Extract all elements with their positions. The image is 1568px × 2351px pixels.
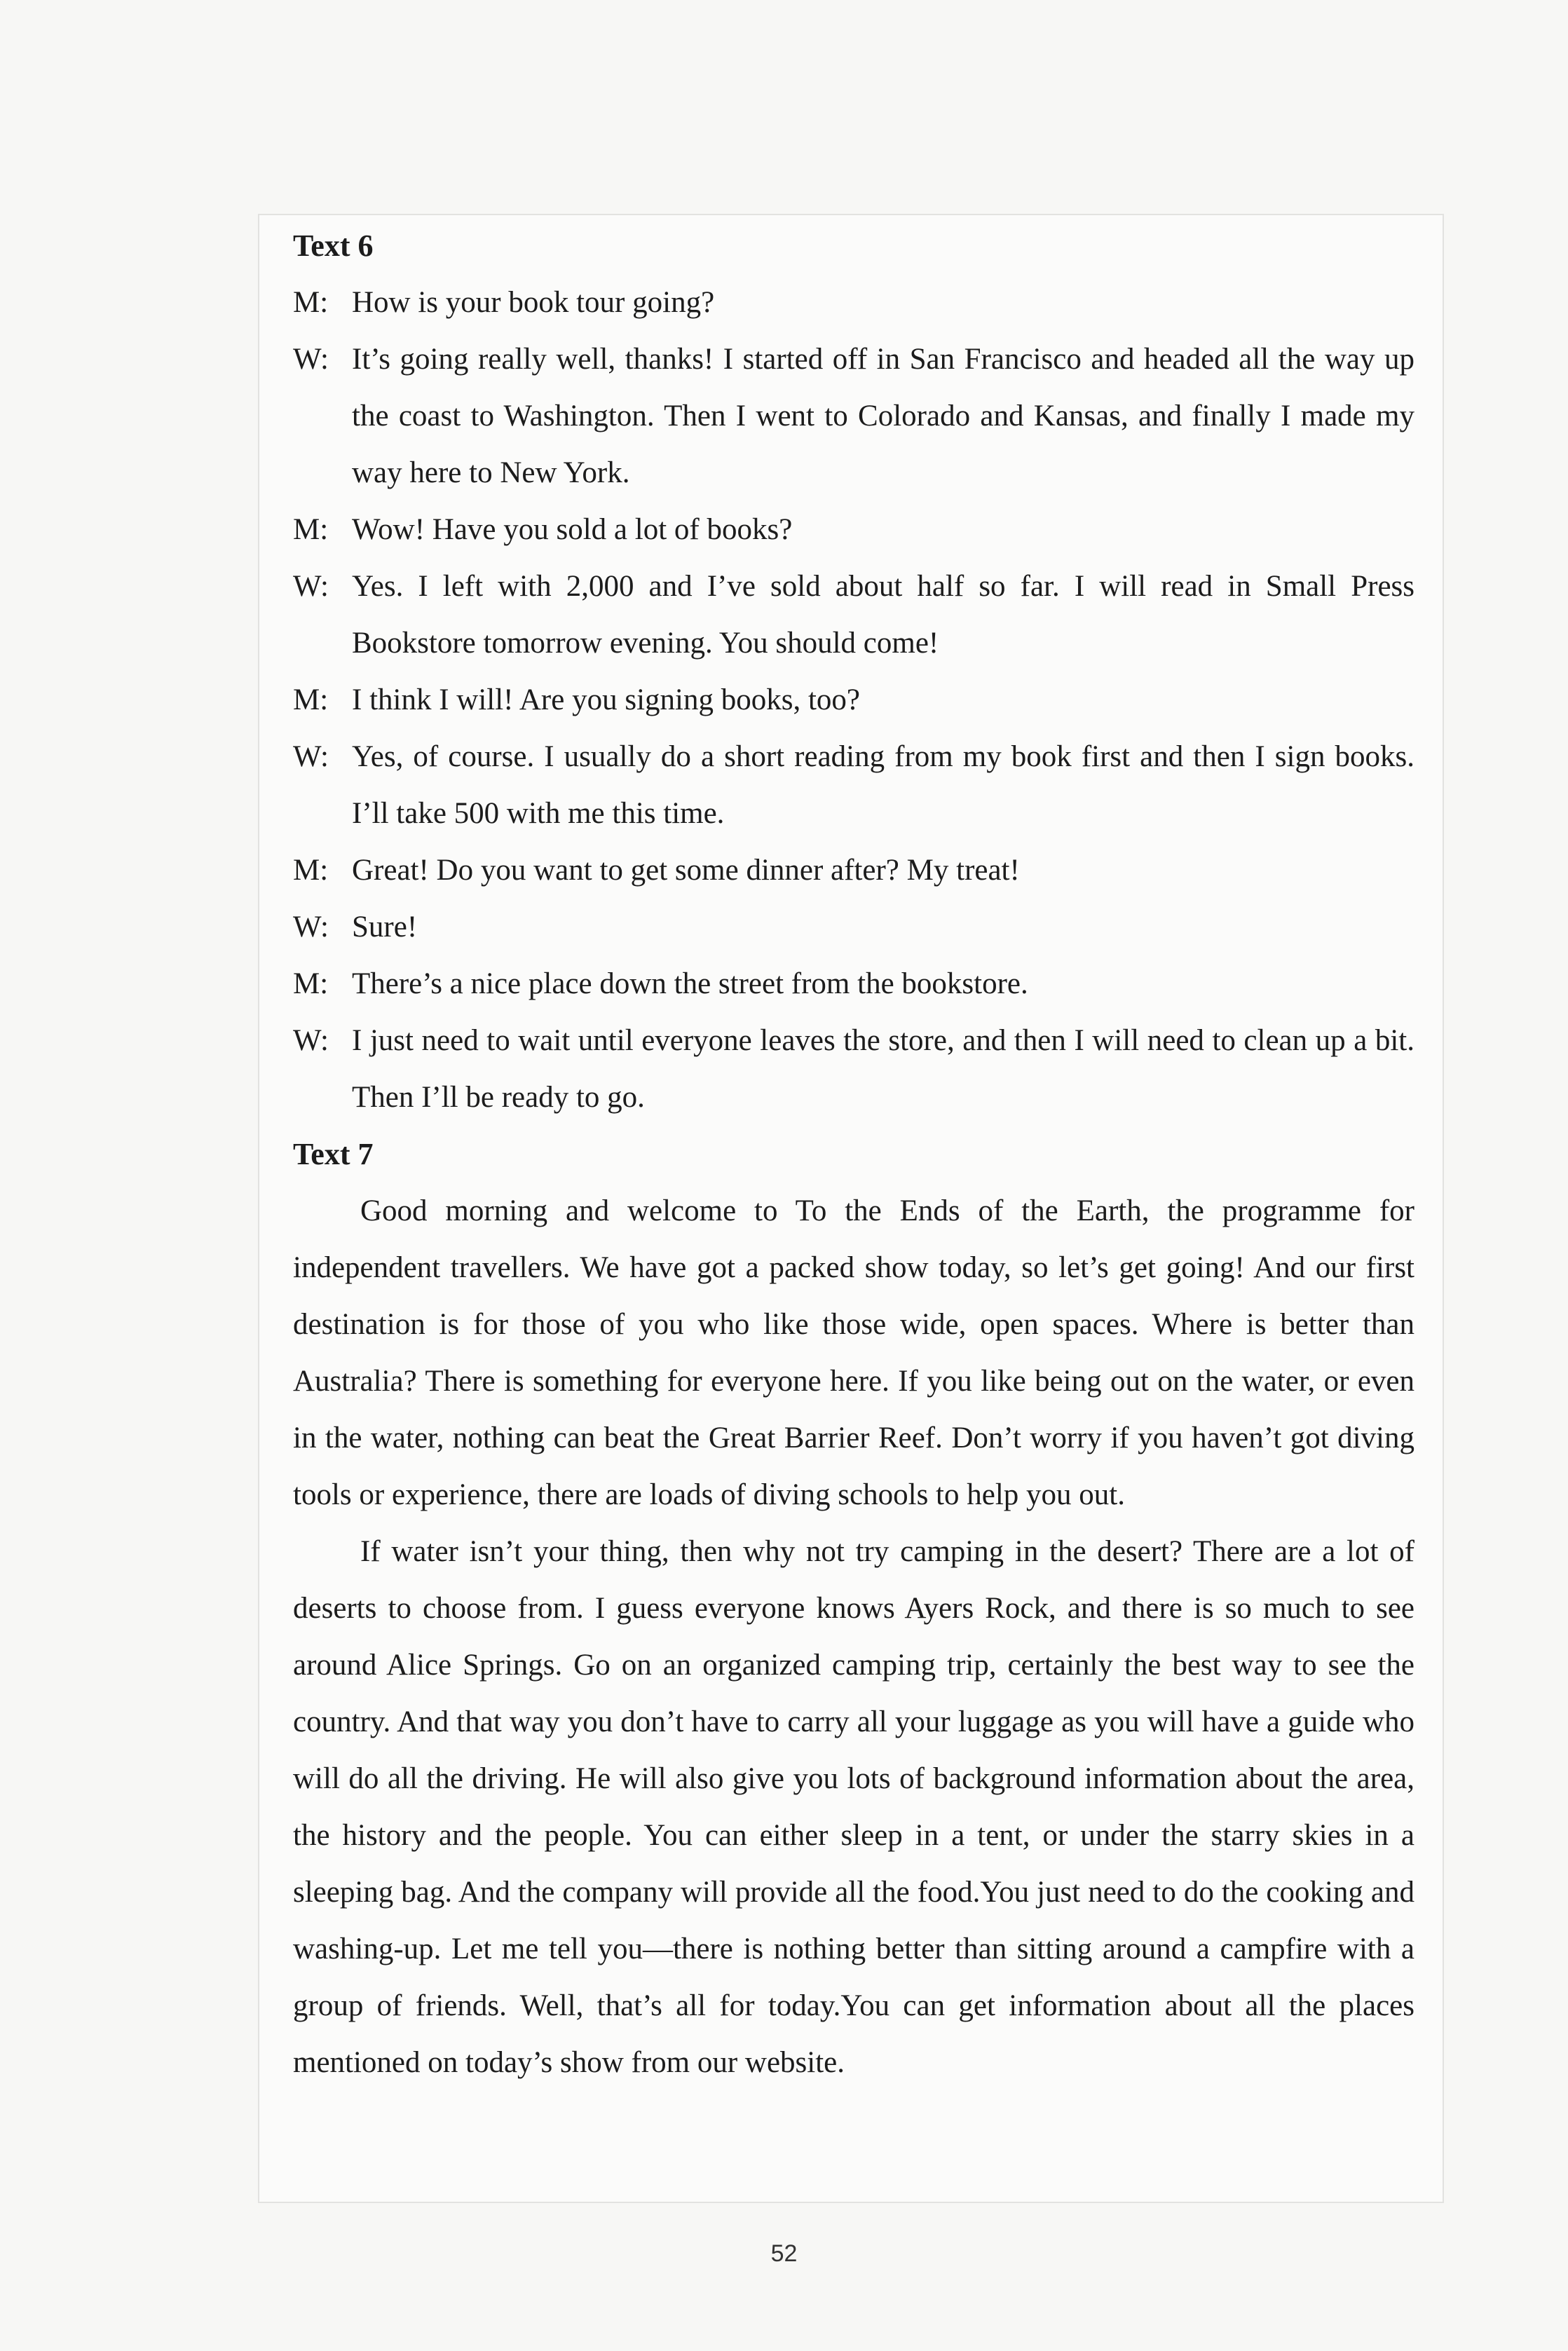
speaker-label: W: — [293, 1024, 329, 1057]
dialogue-line — [293, 558, 1414, 672]
dialogue-line — [293, 955, 1414, 1012]
dialogue-line — [293, 672, 1414, 728]
speaker-label: W: — [293, 911, 329, 943]
speaker-label: M: — [293, 854, 329, 887]
dialogue-line — [293, 274, 1414, 331]
speech-text: Wow! Have you sold a lot of books? — [352, 513, 793, 546]
speaker-label: M: — [293, 683, 329, 716]
text7-heading: Text 7 — [293, 1137, 374, 1171]
speaker-label: M: — [293, 967, 329, 1000]
speech-text: It’s going really well, thanks! I started off in San Francisco and headed all the way up the coast to Washington. Then I went to Colorado and Kansas, and finally I made my way here to New York. — [352, 343, 1414, 489]
dialogue-line — [293, 728, 1414, 842]
speech-text: Sure! — [352, 911, 418, 943]
speech-text: Yes, of course. I usually do a short reading from my book first and then I sign books. I’ll take 500 with me this time. — [352, 740, 1414, 830]
dialogue-line — [293, 331, 1414, 501]
speech-text: Yes. I left with 2,000 and I’ve sold about half so far. I will read in Small Press Bookstore tomorrow evening. You should come! — [352, 570, 1414, 660]
paragraph: If water isn’t your thing, then why not try camping in the desert? There are a lot of deserts to choose from. I guess everyone knows Ayers Rock, and there is so much to see around Alice Springs. Go on an organized camping trip, certainly the best way to see the country. And that way you don’t have to carry all your luggage as you will have a guide who will do all the driving. He will also give you lots of background information about the area, the history and the people. You can either sleep in a tent, or under the starry skies in a sleeping bag. And the company will provide all the food.You just need to do the cooking and washing-up. Let me tell you—there is nothing better than sitting around a campfire with a group of friends. Well, that’s all for today.You can get information about all the places mentioned on today’s show from our website. — [293, 1535, 1414, 2079]
speech-text: How is your book tour going? — [352, 286, 715, 319]
text6-heading: Text 6 — [293, 229, 374, 263]
speech-text: Great! Do you want to get some dinner after? My treat! — [352, 854, 1020, 887]
speech-text: I just need to wait until everyone leaves the store, and then I will need to clean up a bit. Then I’ll be ready to go. — [352, 1024, 1414, 1114]
document-body — [293, 217, 1414, 2091]
speaker-label: W: — [293, 570, 329, 603]
speech-text: I think I will! Are you signing books, too? — [352, 683, 860, 716]
page-number: 52 — [770, 2240, 798, 2267]
dialogue-line — [293, 842, 1414, 899]
speaker-label: M: — [293, 513, 329, 546]
speaker-label: M: — [293, 286, 329, 319]
dialogue-line — [293, 1012, 1414, 1126]
speaker-label: W: — [293, 343, 329, 376]
dialogue-line — [293, 899, 1414, 955]
dialogue-line — [293, 501, 1414, 558]
paragraph: Good morning and welcome to To the Ends of the Earth, the programme for independent travellers. We have got a packed show today, so let’s get going! And our first destination is for those of you who like those wide, open spaces. Where is better than Australia? There is something for everyone here. If you like being out on the water, or even in the water, nothing can beat the Great Barrier Reef. Don’t worry if you haven’t got diving tools or experience, there are loads of diving schools to help you out. — [293, 1194, 1414, 1511]
speaker-label: W: — [293, 740, 329, 773]
speech-text: There’s a nice place down the street from the bookstore. — [352, 967, 1028, 1000]
